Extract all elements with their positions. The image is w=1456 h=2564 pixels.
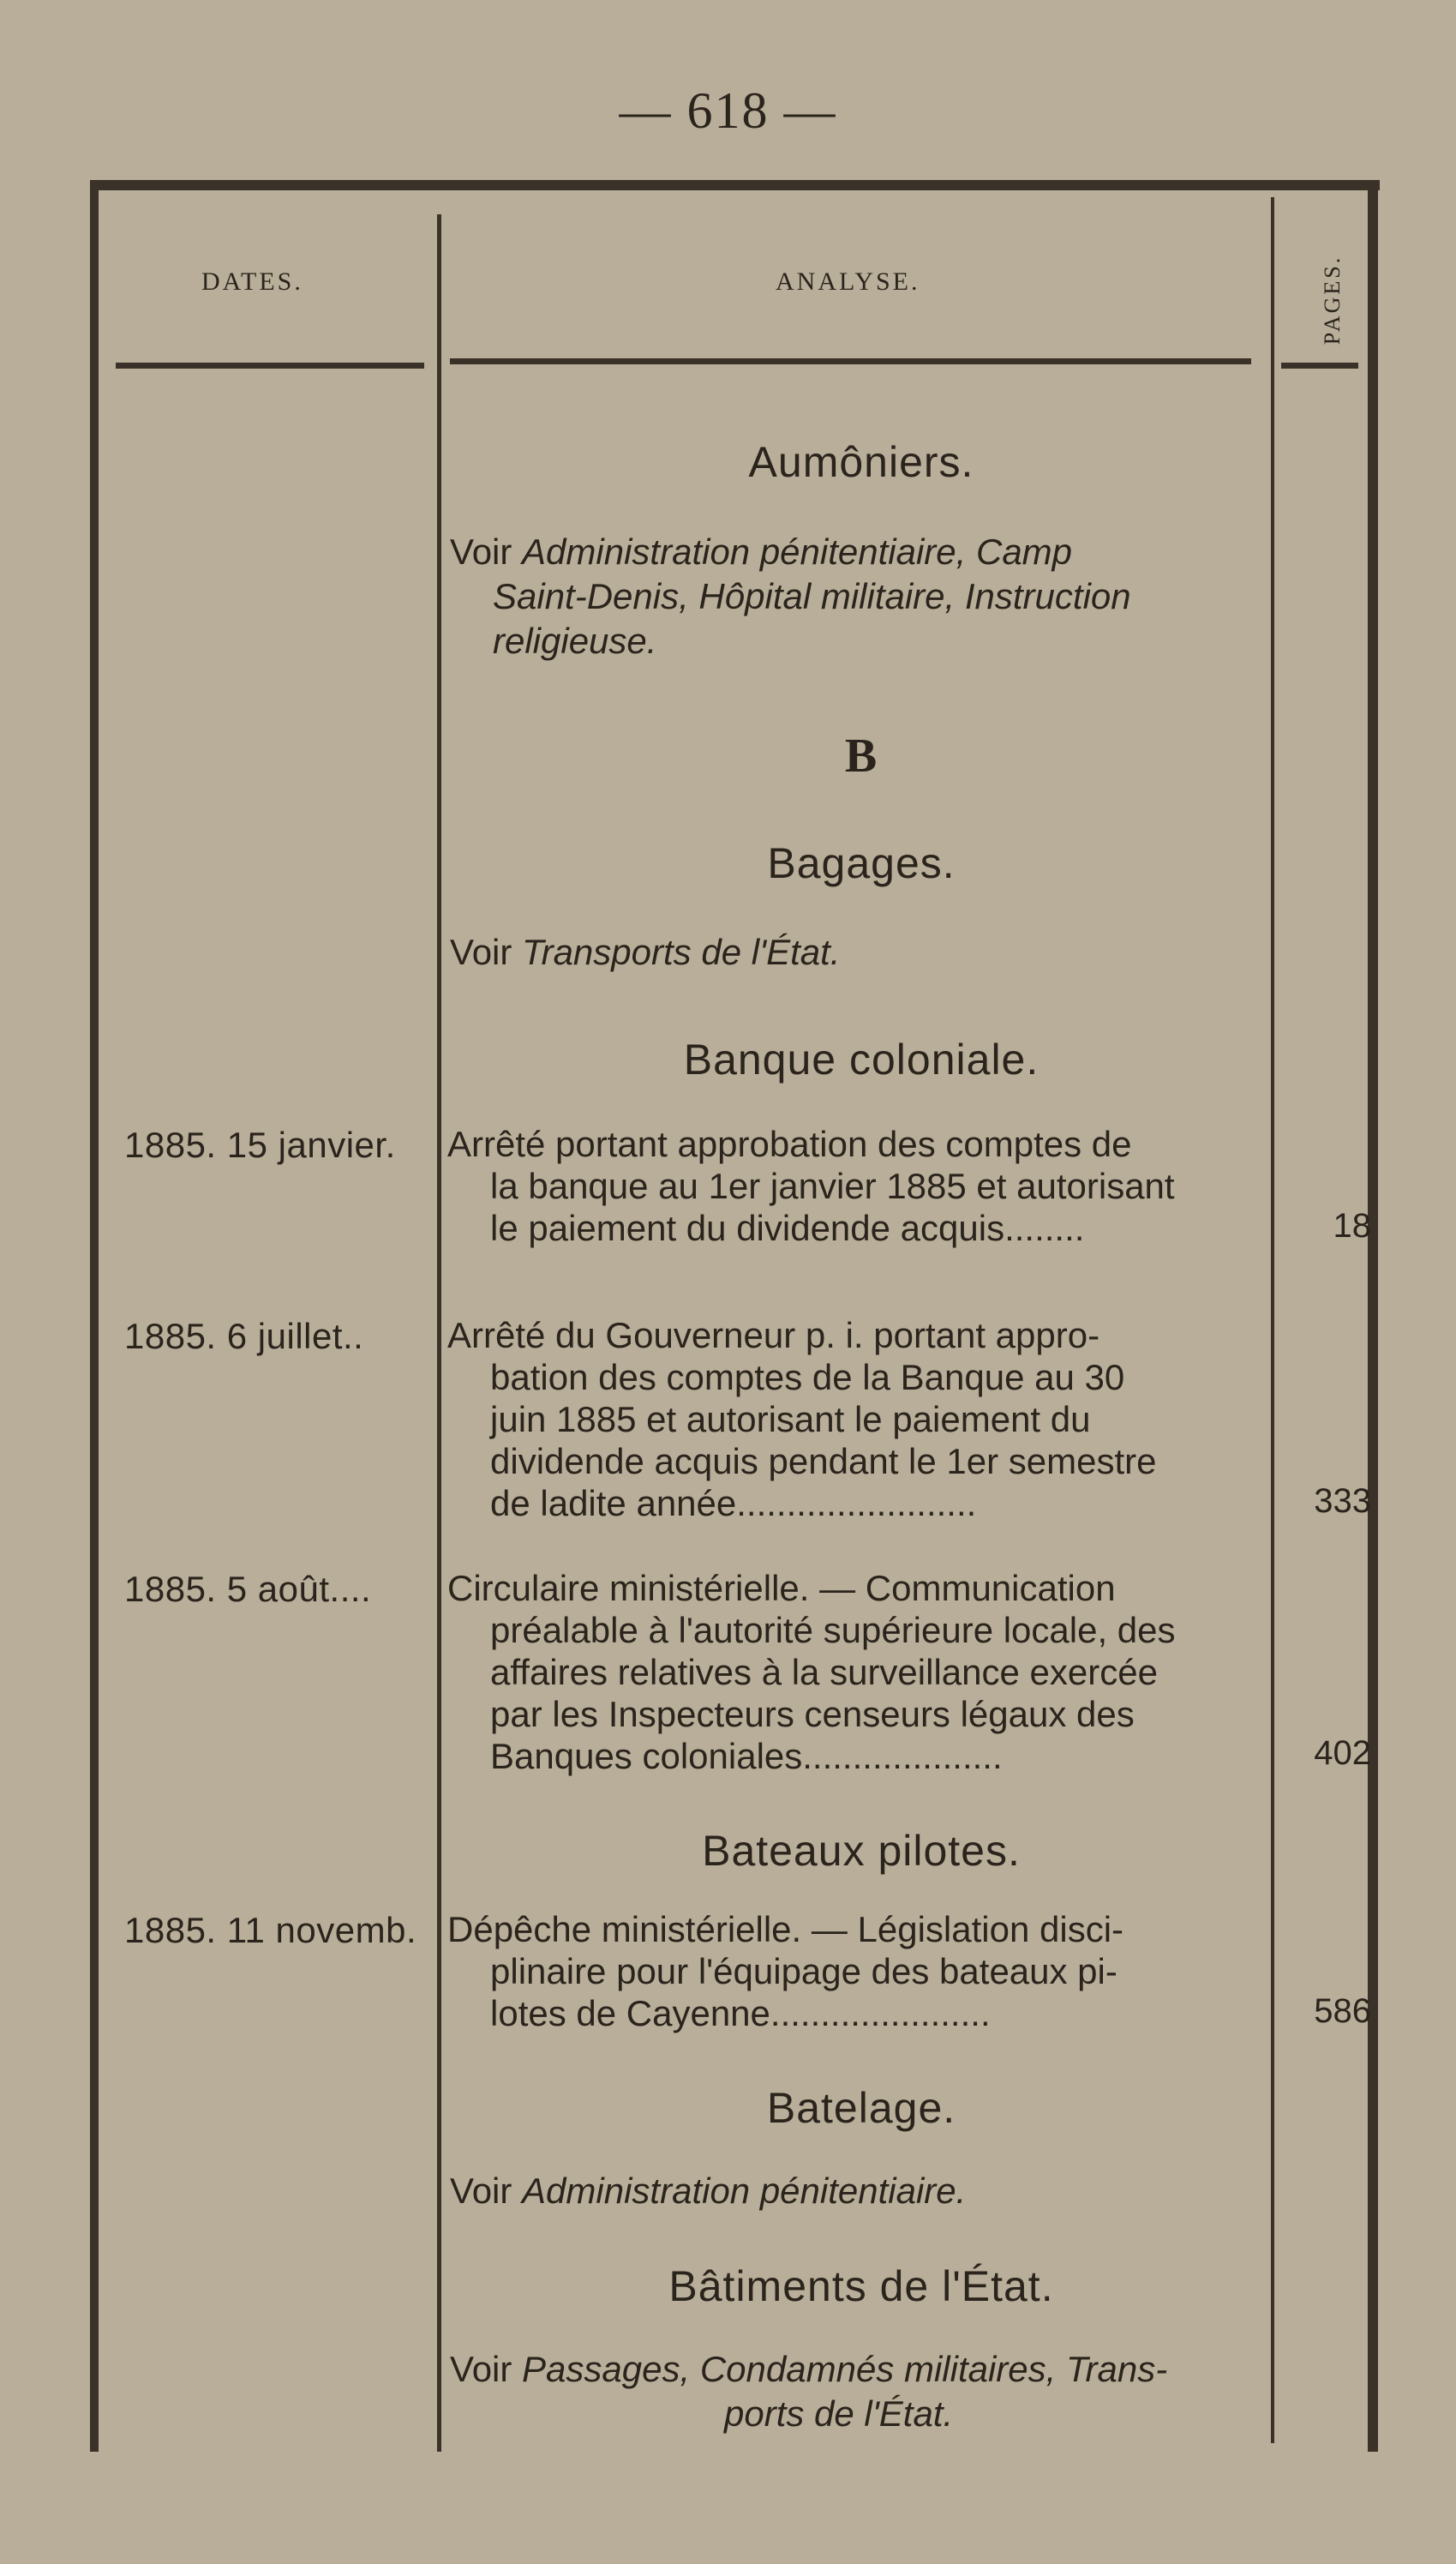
right-border [1368,184,1378,2452]
entry-date: 1885. 15 janvier. [124,1125,396,1165]
voir-lead: Voir [450,531,512,572]
entry-line: bation des comptes de la Banque au 30 [490,1357,1125,1397]
top-rule [90,180,1380,190]
entry-line: par les Inspecteurs censeurs légaux des [490,1694,1135,1734]
column-header-pages: PAGES. [1320,255,1345,345]
entry-line: Arrêté du Gouverneur p. i. portant appro- [447,1315,1100,1355]
header-underline-pages [1281,363,1358,369]
entry-page: 333 [1314,1482,1371,1520]
voir-ref-line: Passages, Condamnés militaires, Trans- [522,2349,1168,2389]
section-heading-aumoniers: Aumôniers. [748,438,974,486]
section-heading-bagages: Bagages. [767,839,956,887]
header-underline-analyse [450,358,1251,364]
entry-date: 1885. 11 novemb. [124,1910,417,1950]
section-heading-batelage: Batelage. [766,2084,956,2132]
entry-line: le paiement du dividende acquis........ [490,1208,1085,1248]
section-heading-batiments: Bâtiments de l'État. [668,2262,1054,2310]
entry-line: dividende acquis pendant le 1er semestre [490,1441,1157,1481]
entry-line: de ladite année........................ [490,1483,977,1523]
section-letter: B [844,730,878,783]
voir-batiments [450,2347,1264,2436]
section-heading-bateaux: Bateaux pilotes. [702,1827,1021,1875]
entry-date: 1885. 5 août.... [124,1569,372,1609]
voir-lead: Voir [450,932,512,972]
entry-page: 18 [1333,1207,1371,1245]
entry-date: 1885. 6 juillet.. [124,1316,364,1356]
entry-page: 402 [1314,1734,1371,1772]
entry-page: 586 [1314,1992,1371,2030]
voir-ref-line: ports de l'État. [724,2393,954,2434]
entry-line: affaires relatives à la surveillance exercée [490,1652,1158,1692]
voir-ref-line: Saint-Denis, Hôpital militaire, Instruction [493,576,1131,616]
voir-ref: Administration pénitentiaire. [522,2171,967,2211]
entry-line: juin 1885 et autorisant le paiement du [490,1399,1091,1439]
voir-lead: Voir [450,2171,512,2211]
voir-lead: Voir [450,2349,512,2389]
page-number: — 618 — [619,82,837,139]
voir-ref: Transports de l'État. [522,932,841,972]
entry-line: lotes de Cayenne...................... [490,1993,991,2033]
entry-text [447,1314,1270,1524]
voir-batelage [450,2169,1264,2213]
entry-text [447,1123,1270,1249]
entry-line: plinaire pour l'équipage des bateaux pi- [490,1951,1117,1991]
entry-text [447,1908,1270,2034]
voir-aumoniers [450,530,1264,664]
entry-line: préalable à l'autorité supérieure locale, des [490,1610,1176,1650]
left-border [90,184,99,2452]
entry-line: Circulaire ministérielle. — Communication [447,1568,1116,1608]
voir-ref-line: Administration pénitentiaire, Camp [522,531,1073,572]
column-header-dates: DATES. [201,267,303,296]
voir-bagages [450,930,1264,975]
column-header-analyse: ANALYSE. [776,267,920,296]
voir-ref-line: religieuse. [493,621,657,661]
entry-line: Arrêté portant approbation des comptes de [447,1124,1132,1164]
entry-line: la banque au 1er janvier 1885 et autorisant [490,1166,1175,1206]
entry-line: Dépêche ministérielle. — Législation disci- [447,1909,1124,1949]
header-underline-dates [116,363,424,369]
entry-text [447,1567,1270,1777]
section-heading-banque: Banque coloniale. [683,1036,1040,1084]
entry-line: Banques coloniales.................... [490,1736,1003,1776]
